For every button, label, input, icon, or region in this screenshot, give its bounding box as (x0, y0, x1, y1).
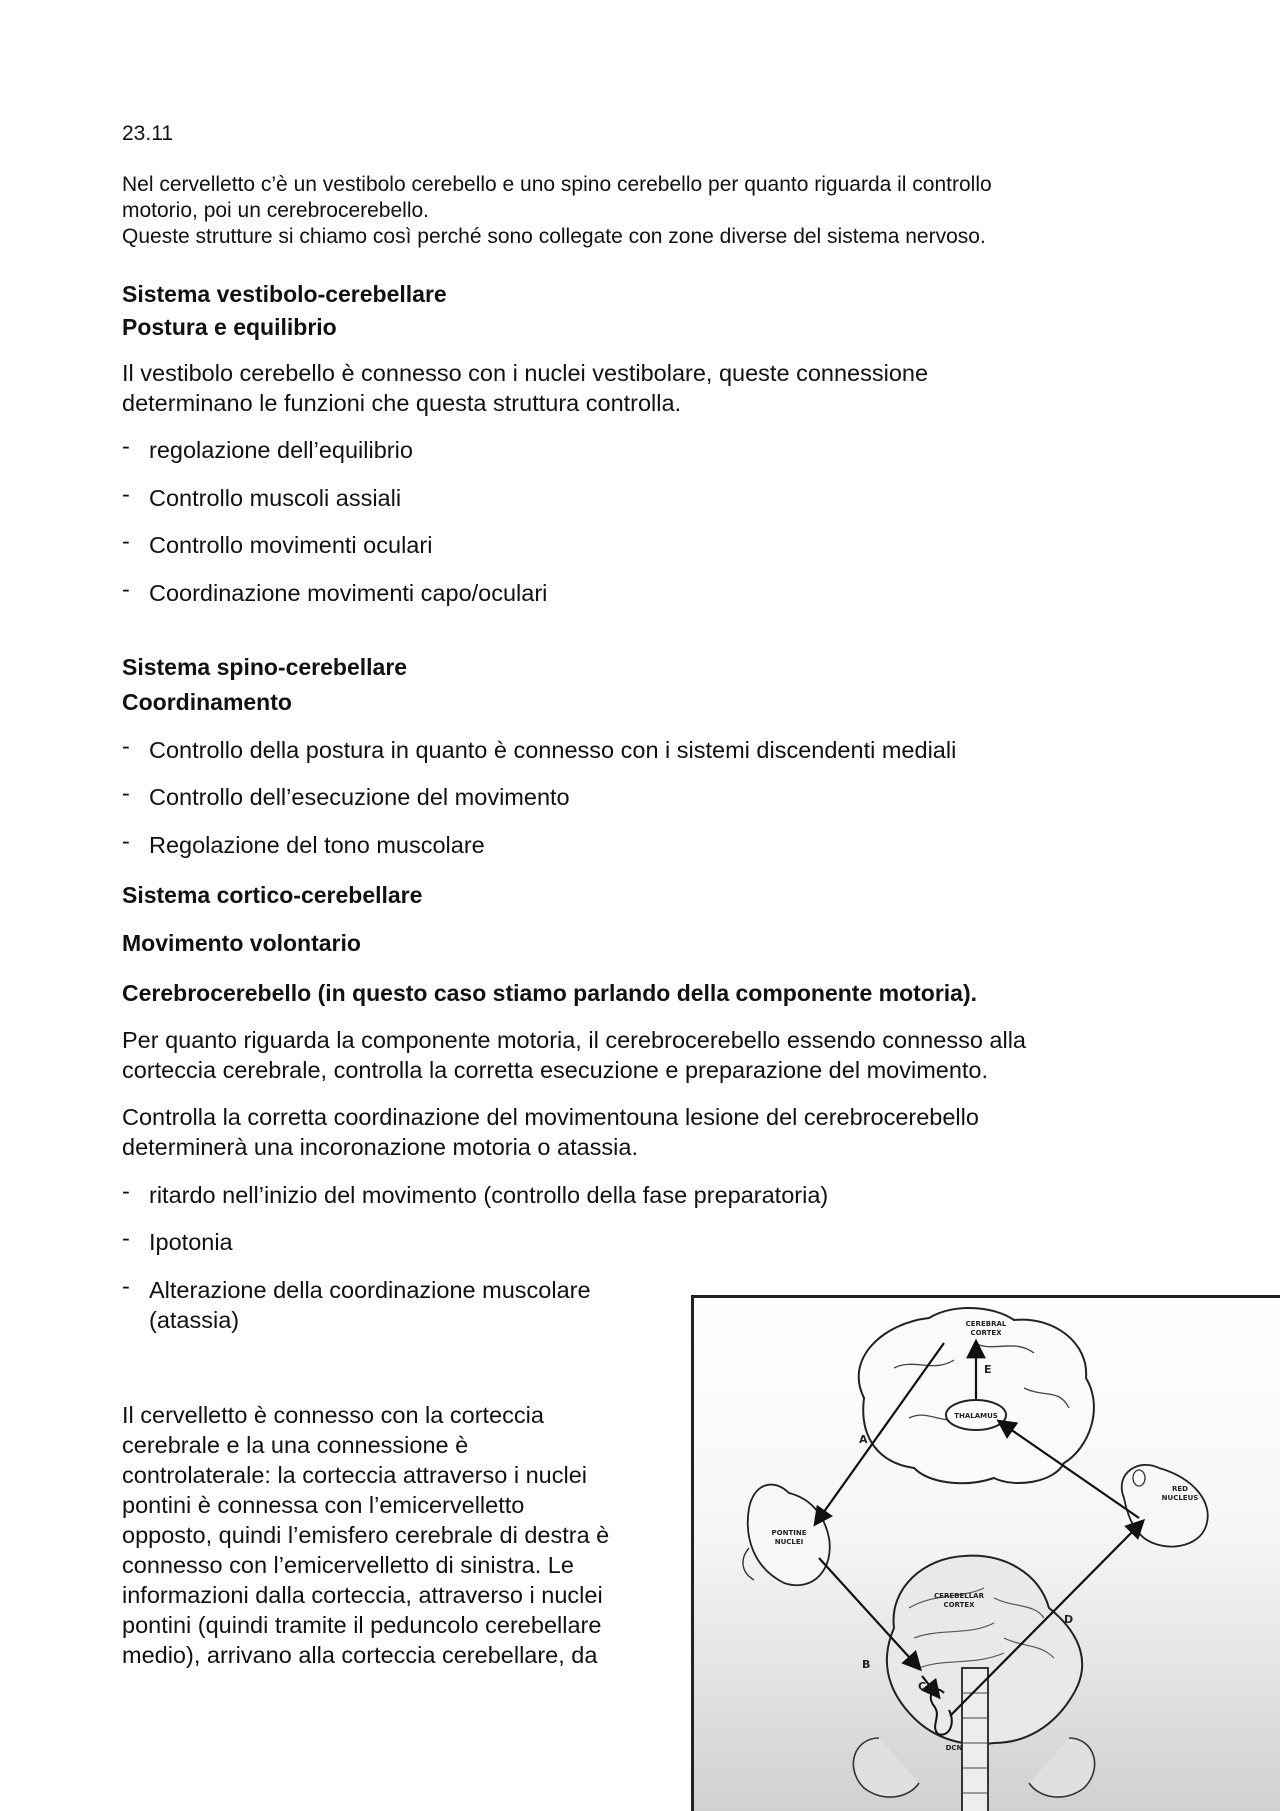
cortico-paragraph-2 (122, 1102, 979, 1162)
section-title-spino: Sistema spino-cerebellare (122, 654, 408, 680)
paragraph-line: controlaterale: la corteccia attraverso i nuclei (122, 1462, 587, 1488)
paragraph-line: pontini (quindi tramite il peduncolo cerebellare (122, 1612, 602, 1638)
cerebellar-cortex-label: CEREBELLAR (934, 1592, 984, 1600)
cortico-paragraph-1 (122, 1025, 1026, 1085)
pathway-letter-c: C (918, 1680, 927, 1693)
intro-line: Queste strutture si chiamo così perché sono collegate con zone diverse del sistema nervoso. (122, 225, 986, 248)
pathway-letter-d: D (1064, 1613, 1074, 1626)
intro-line: Nel cervelletto c’è un vestibolo cerebello e uno spino cerebello per quanto riguarda il controllo (122, 173, 992, 196)
paragraph-line: informazioni dalla corteccia, attraverso i nuclei (122, 1582, 603, 1608)
intro-line: motorio, poi un cerebrocerebello. (122, 199, 430, 222)
paragraph-line: cerebrale e la una connessione è (122, 1432, 469, 1458)
pathway-letter-e: E (984, 1363, 992, 1376)
intro-paragraph (122, 172, 992, 250)
paragraph-line: Il vestibolo cerebello è connesso con i nuclei vestibolare, queste connessione (122, 360, 929, 386)
paragraph-line: corteccia cerebrale, controlla la corretta esecuzione e preparazione del movimento. (122, 1057, 989, 1083)
pontine-nuclei-label: NUCLEI (774, 1538, 804, 1546)
pontine-nuclei-label: PONTINE (771, 1529, 807, 1537)
pathway-letter-a: A (859, 1433, 868, 1446)
section-subtitle-cortico: Movimento volontario (122, 930, 361, 956)
section-title-vestibolo: Sistema vestibolo-cerebellare (122, 281, 447, 307)
red-nucleus-label: RED (1172, 1485, 1188, 1493)
section-title-cortico: Sistema cortico-cerebellare (122, 882, 423, 908)
thalamus-label: THALAMUS (954, 1412, 998, 1420)
section-subtitle-spino: Coordinamento (122, 689, 292, 715)
document-page: 23.11 Nel cervelletto c’è un vestibolo cerebello e uno spino cerebello per quanto riguarda il controllo motorio, poi un cerebrocerebello. Queste strutture si chiamo così perché sono collegate con zone diverse del sistema nervoso. Sistema vestibolo-cerebellare Postura e equilibrio Il vestibolo cerebello è connesso con i nuclei vestibolare, queste connessione determinano le funzioni che questa struttura controlla. - regolazione dell’equilibrio - Controllo muscoli assiali - Controllo movimenti oculari - Coordinazione movimenti capo/oculari Sistema spino-cerebellare Coordinamento - Controllo della postura in quanto è connesso con i sistemi discendenti mediali - Controllo dell’esecuzione del movimento - Regolazione del tono muscolare Sistema cortico-cerebellare Movimento volontario Cerebrocerebello (in questo caso stiamo parlando della componente motoria). Per quanto riguarda la componente motoria, il cerebrocerebello essendo connesso alla corteccia cerebrale, controlla la corretta esecuzione e preparazione del movimento. Controlla la corretta coordinazione del movimentouna lesione del cerebrocerebello determinerà una incoronazione motoria o atassia. - ritardo nell’inizio del movimento (controllo della fase preparatoria) - Ipotonia - Alterazione della coordinazione muscolare (atassia) Il cervelletto è connesso con la corteccia cerebrale e la una connessione è controlaterale: la corteccia attraverso i nuclei pontini è connessa con l’emicervelletto opposto, quindi l’emisfero cerebrale di destra è connesso con l’emicervelletto di sinistra. Le informazioni dalla corteccia, attraverso i nuclei pontini (quindi tramite il peduncolo cerebellare medio), arrivano alla corteccia cerebellare, da THALAMUS CEREBRAL CORTEX E PONTINE NUCLEI RED NUCLEUS CEREBELLAR CORTEX DCN A B C D (0, 0, 1280, 1811)
paragraph-line: Per quanto riguarda la componente motoria, il cerebrocerebello essendo connesso alla (122, 1027, 1026, 1053)
cerebellar-cortex-label: CORTEX (943, 1601, 975, 1609)
date-heading: 23.11 (122, 122, 173, 145)
paragraph-line: Controlla la corretta coordinazione del movimentouna lesione del cerebrocerebello (122, 1104, 979, 1130)
paragraph-line: opposto, quindi l’emisfero cerebrale di destra è (122, 1522, 610, 1548)
red-nucleus-label: NUCLEUS (1161, 1494, 1199, 1502)
pathway-letter-b: B (862, 1658, 871, 1671)
cerebellar-circuit-figure (691, 1295, 1280, 1811)
cortico-paragraph-3 (122, 1400, 609, 1670)
cerebral-cortex-label: CEREBRAL (965, 1320, 1007, 1328)
dcn-label: DCN (945, 1744, 963, 1752)
paragraph-line: pontini è connessa con l’emicervelletto (122, 1492, 525, 1518)
cerebrocerebello-heading: Cerebrocerebello (in questo caso stiamo parlando della componente motoria). (122, 980, 978, 1006)
paragraph-line: Il cervelletto è connesso con la corteccia (122, 1402, 544, 1428)
paragraph-line: connesso con l’emicervelletto di sinistra. Le (122, 1552, 574, 1578)
vestibolo-paragraph (122, 358, 928, 418)
section-subtitle-vestibolo: Postura e equilibrio (122, 314, 337, 340)
paragraph-line: determinerà una incoronazione motoria o atassia. (122, 1134, 638, 1160)
cerebral-cortex-label: CORTEX (970, 1329, 1002, 1337)
paragraph-line: determinano le funzioni che questa struttura controlla. (122, 390, 682, 416)
paragraph-line: medio), arrivano alla corteccia cerebellare, da (122, 1642, 598, 1668)
cerebellar-circuit-diagram (694, 1298, 1280, 1811)
